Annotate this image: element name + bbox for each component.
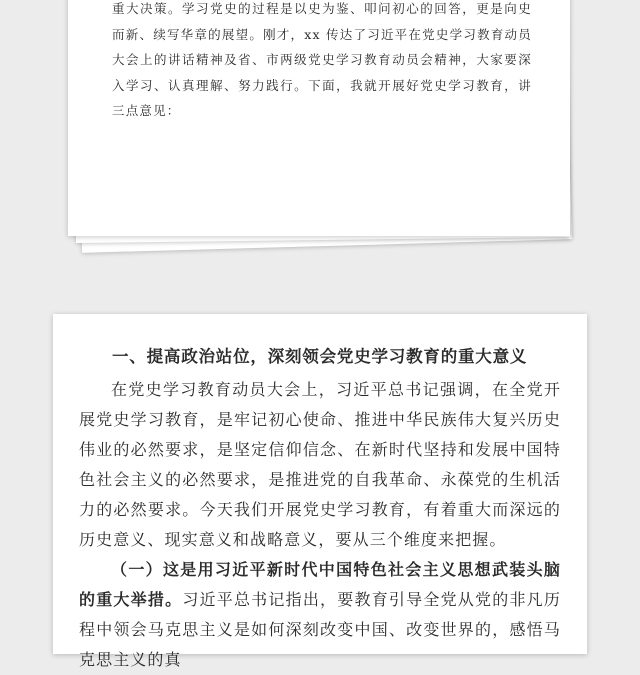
sub-heading-1: （一）这是用习近平新时代中国特色社会主义思想武装头脑的重大举措。 (79, 560, 561, 609)
section-heading: 一、提高政治站位，深刻领会党史学习教育的重大意义 (112, 347, 528, 366)
document-page-1 (68, 0, 570, 236)
page1-paragraph: 重大决策。学习党史的过程是以史为鉴、叩问初心的回答，更是向史而新、续写华章的展望。刚才，xx 传达了习近平在党史学习教育动员大会上的讲话精神及省、市两级党史学习教育动员会精神，大家要深入学习、认真理解、努力践行。下面，我就开展好党史学习教育，讲三点意见： (112, 1, 532, 118)
body-paragraph-2 (79, 555, 561, 675)
document-page-2 (53, 314, 587, 669)
body-paragraph-2-text: 习近平总书记指出，要教育引导全党从党的非凡历程中领会马克思主义是如何深刻改变中国、改变世界的，感悟马克思主义的真 (79, 590, 561, 669)
body-paragraph-1: 在党史学习教育动员大会上，习近平总书记强调，在全党开展党史学习教育，是牢记初心使命、推进中华民族伟大复兴历史伟业的必然要求，是坚定信仰信念、在新时代坚持和发展中国特色社会主义的必然要求，是推进党的自我革命、永葆党的生机活力的必然要求。今天我们开展党史学习教育，有着重大而深远的历史意义、现实意义和战略意义，要从三个维度来把握。 (79, 380, 561, 549)
